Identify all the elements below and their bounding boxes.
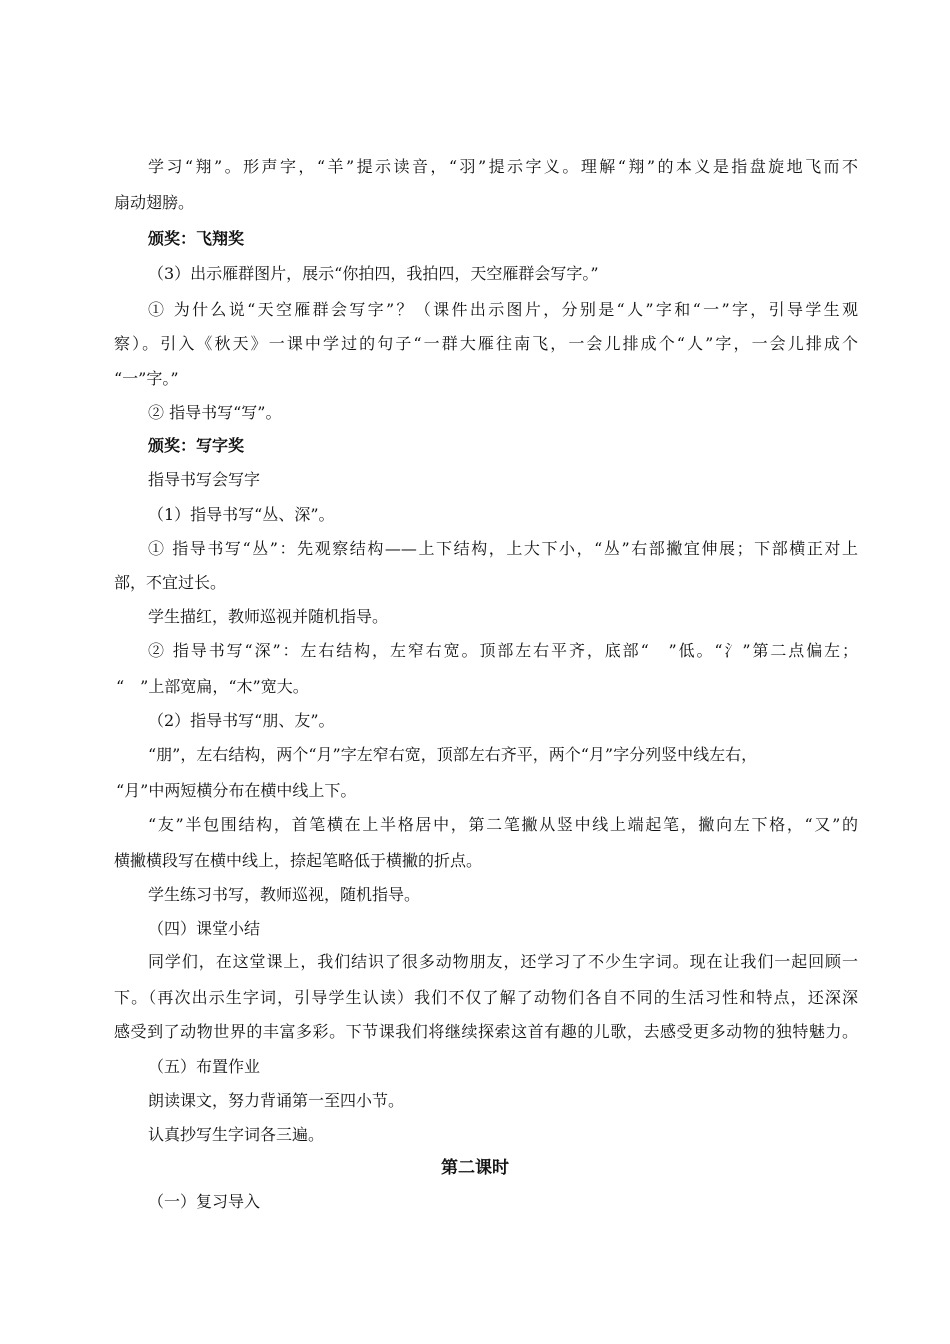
paragraph-line: 朗读课文，努力背诵第一至四小节。 [148,1091,405,1110]
section-heading: （四）课堂小结 [148,919,261,938]
section-heading: （五）布置作业 [148,1057,261,1076]
paragraph-line: 学生描红，教师巡视并随机指导。 [148,607,389,626]
paragraph-line: 察）。引入《秋天》一课中学过的句子“一群大雁往南飞，一会儿排成个“人”字，一会儿排成个 [114,334,858,353]
paragraph-line: ① 为什么说“天空雁群会写字”？（课件出示图片，分别是“人”字和“一”字，引导学生观 [148,300,858,319]
paragraph-line: 下。（再次出示生字词，引导学生认读）我们不仅了解了动物们各自不同的生活习性和特点，还深深 [114,988,858,1007]
paragraph-line: 横撇横段写在横中线上，捺起笔略低于横撇的折点。 [114,851,483,870]
paragraph-line: “月”中两短横分布在横中线上下。 [116,781,357,800]
paragraph-line: （2）指导书写“朋、友”。 [148,711,335,730]
paragraph-line: 扇动翅膀。 [114,193,195,212]
paragraph-line: 同学们，在这堂课上，我们结识了很多动物朋友，还学习了不少生字词。现在让我们一起回顾一 [148,952,858,971]
paragraph-line: 学习“翔”。形声字，“羊”提示读音，“羽”提示字义。理解“翔”的本义是指盘旋地飞而不 [148,157,858,176]
paragraph-line: （3）出示雁群图片，展示“你拍四，我拍四，天空雁群会写字。” [148,264,599,283]
paragraph-line: （1）指导书写“丛、深”。 [148,505,335,524]
paragraph-line: 感受到了动物世界的丰富多彩。下节课我们将继续探索这首有趣的儿歌，去感受更多动物的独特魅力。 [114,1022,858,1041]
paragraph-line: “友”半包围结构，首笔横在上半格居中，第二笔撇从竖中线上端起笔，撇向左下格，“又”的 [148,815,858,834]
paragraph-line: “朋”，左右结构，两个“月”字左窄右宽，顶部左右齐平，两个“月”字分列竖中线左右， [148,745,758,764]
award-heading: 颁奖：写字奖 [148,436,245,455]
paragraph-line: 指导书写会写字 [148,470,261,489]
paragraph-line: ② 指导书写“写”。 [148,403,282,422]
paragraph-line: 认真抄写生字词各三遍。 [148,1125,325,1144]
paragraph-line: 部，不宜过长。 [114,573,227,592]
paragraph-line: “一”字。” [114,369,179,388]
lesson-title: 第二课时 [441,1158,509,1178]
paragraph-line: ① 指导书写“丛”：先观察结构——上下结构，上大下小，“丛”右部撇宜伸展；下部横正对上 [148,539,858,558]
section-heading: （一）复习导入 [148,1192,261,1211]
paragraph-line: 学生练习书写，教师巡视，随机指导。 [148,885,421,904]
paragraph-line: “ ”上部宽扁，“木”宽大。 [116,677,309,696]
paragraph-line: ② 指导书写“深”：左右结构，左窄右宽。顶部左右平齐，底部“ ”低。“氵”第二点偏左； [148,641,858,660]
award-heading: 颁奖：飞翔奖 [148,229,245,248]
